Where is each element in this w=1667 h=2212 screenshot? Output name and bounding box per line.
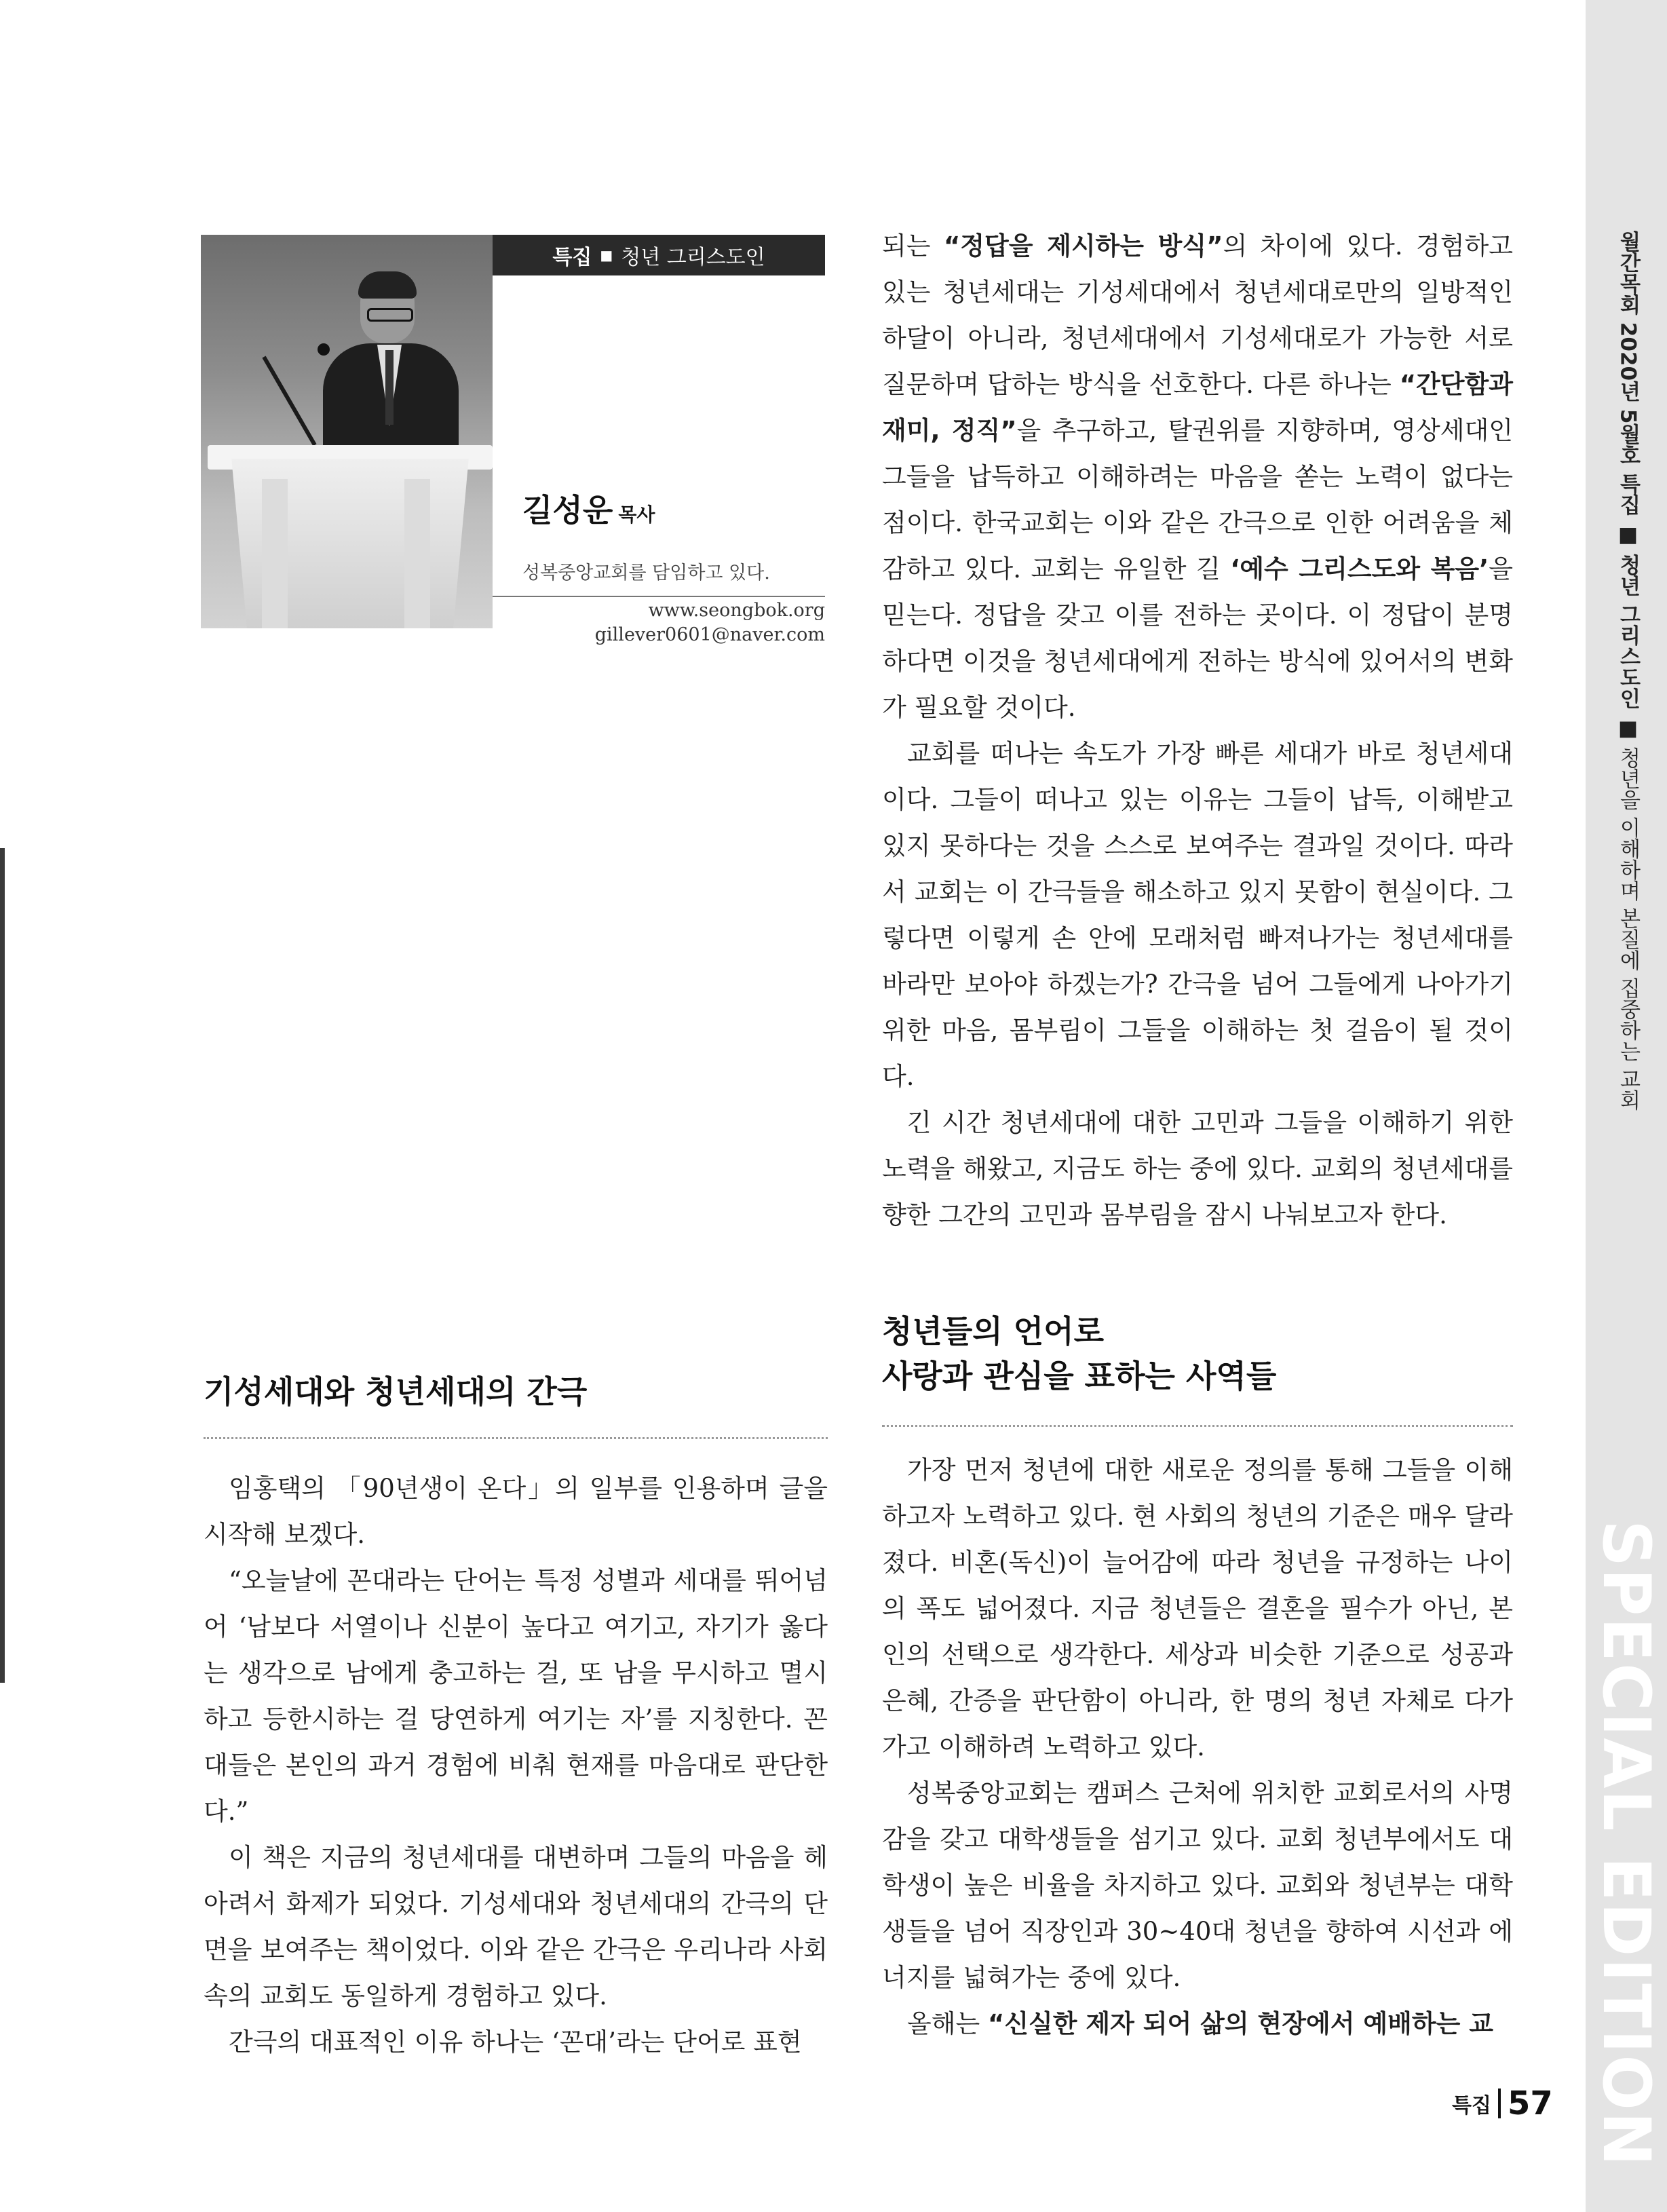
folio-separator — [1498, 2089, 1501, 2118]
author-title: 목사 — [618, 503, 655, 526]
section-topic: 청년 그리스도인 — [621, 246, 765, 269]
author-photo — [201, 235, 493, 628]
section-heading: 기성세대와 청년세대의 간극 — [204, 1373, 588, 1410]
paragraph: 임홍택의 「90년생이 온다」의 일부를 인용하며 글을 시작해 보겠다. — [204, 1474, 828, 1549]
folio-label: 특집 — [1452, 2094, 1491, 2118]
paragraph: 긴 시간 청년세대에 대한 고민과 그들을 이해하기 위한 노력을 해왔고, 지금도 하는 중에 있다. 교회의 청년세대를 향한 그간의 고민과 몸부림을 잠시 나눠보고자 한다. — [882, 1108, 1513, 1229]
author-description: 성복중앙교회를 담임하고 있다. — [522, 562, 770, 584]
photo-person-hair — [358, 271, 417, 299]
paragraph: 교회를 떠나는 속도가 가장 빠른 세대가 바로 청년세대이다. 그들이 떠나고 있는 이유는 그들이 납득, 이해받고 있지 못하다는 것을 스스로 보여주는 결과일 것이다. 따라서 교회는 이 간극들을 해소하고 있지 못함이 현실이다. 그렇다면 이렇게 손 안에 모래처럼 빠져나가는 청년세대를 바라만 보아야 하겠는가? 간극을 넘어 그들에게 나아가기 위한 마음, 몸부림이 그들을 이해하는 첫 걸음이 될 것이다. — [882, 739, 1513, 1091]
author-divider — [493, 596, 825, 597]
paragraph: 성복중앙교회는 캠퍼스 근처에 위치한 교회로서의 사명감을 갖고 대학생들을 섬기고 있다. 교회 청년부에서도 대학생이 높은 비율을 차지하고 있다. 교회와 청년부는 대학생들을 넘어 직장인과 30~40대 청년을 향하여 시선과 에너지를 넓혀가는 중에 있다. — [882, 1778, 1513, 1992]
paragraph: 올해는 “신실한 제자 되어 삶의 현장에서 예배하는 교 — [907, 2009, 1493, 2038]
section-header-bar — [493, 235, 825, 275]
left-edge-rule — [0, 848, 5, 1683]
photo-podium-leg — [404, 479, 430, 628]
running-title-bold: 월간목회 2020년 5월호 특집 ■ 청년 그리스도인 ■ — [1615, 231, 1641, 741]
photo-podium-leg — [262, 479, 288, 628]
paragraph: 되는 “정답을 제시하는 방식”의 차이에 있다. 경험하고 있는 청년세대는 기성세대에서 청년세대로만의 일방적인 하달이 아니라, 청년세대에서 기성세대로가 가능한 서로 질문하며 답하는 방식을 선호한다. 다른 하나는 “간단함과 재미, 정직”을 추구하고, 탈권위를 지향하며, 영상세대인 그들을 납득하고 이해하려는 마음을 쏟는 노력이 없다는 점이다. 한국교회는 이와 같은 간극으로 인한 어려움을 체감하고 있다. 교회는 유일한 길 ‘예수 그리스도와 복음’을 믿는다. 정답을 갖고 이를 전하는 곳이다. 이 정답이 분명하다면 이것을 청년세대에게 전하는 방식에 있어서의 변화가 필요할 것이다. — [882, 231, 1514, 722]
heading-dotted-rule — [204, 1437, 828, 1439]
paragraph: 간극의 대표적인 이유 하나는 ‘꼰대’라는 단어로 표현 — [229, 2027, 802, 2057]
special-edition-label: SPECIAL EDITION — [1588, 1520, 1664, 2168]
author-website: www.seongbok.org — [648, 600, 825, 621]
photo-glasses — [367, 308, 413, 322]
section-label: 특집 — [552, 246, 592, 269]
paragraph: 가장 먼저 청년에 대한 새로운 정의를 통해 그들을 이해하고자 노력하고 있다. 현 사회의 청년의 기준은 매우 달라졌다. 비혼(독신)이 늘어감에 따라 청년을 규정하는 나이의 폭도 넓어졌다. 지금 청년들은 결혼을 필수가 아닌, 본인의 선택으로 생각한다. 세상과 비슷한 기준으로 성공과 은혜, 간증을 판단함이 아니라, 한 명의 청년 자체로 다가가고 이해하려 노력하고 있다. — [882, 1455, 1513, 1761]
author-name: 길성운 목사 — [522, 492, 655, 529]
heading-dotted-rule — [882, 1425, 1513, 1427]
quote-paragraph: “오늘날에 꼰대라는 단어는 특정 성별과 세대를 뛰어넘어 ‘남보다 서열이나 신분이 높다고 여기고, 자기가 옳다는 생각으로 남에게 충고하는 걸, 또 남을 무시하고 멸시하고 등한시하는 걸 당연하게 여기는 자’를 지칭한다. 꼰대들은 본인의 과거 경험에 비춰 현재를 마음대로 판단한다.” — [204, 1566, 828, 1826]
photo-podium — [221, 459, 479, 628]
author-contact — [493, 598, 825, 648]
bullet-square: ■ — [600, 247, 613, 263]
running-title-rest: 청년을 이해하며 본질에 집중하는 교회 — [1615, 740, 1641, 1111]
author-email: gillever0601@naver.com — [594, 624, 825, 646]
left-column — [204, 1466, 828, 2065]
page-number: 57 — [1507, 2084, 1553, 2122]
right-column-top — [882, 223, 1513, 1238]
section-heading: 청년들의 언어로 사랑과 관심을 표하는 사역들 — [882, 1313, 1277, 1394]
right-column-bottom — [882, 1447, 1513, 2047]
photo-mic — [318, 343, 330, 356]
photo-tie — [385, 350, 394, 425]
page-folio — [1452, 2084, 1553, 2122]
paragraph: 이 책은 지금의 청년세대를 대변하며 그들의 마음을 헤아려서 화제가 되었다. 기성세대와 청년세대의 간극의 단면을 보여주는 책이었다. 이와 같은 간극은 우리나라 사회 속의 교회도 동일하게 경험하고 있다. — [204, 1843, 828, 2010]
running-title — [1596, 231, 1661, 1126]
